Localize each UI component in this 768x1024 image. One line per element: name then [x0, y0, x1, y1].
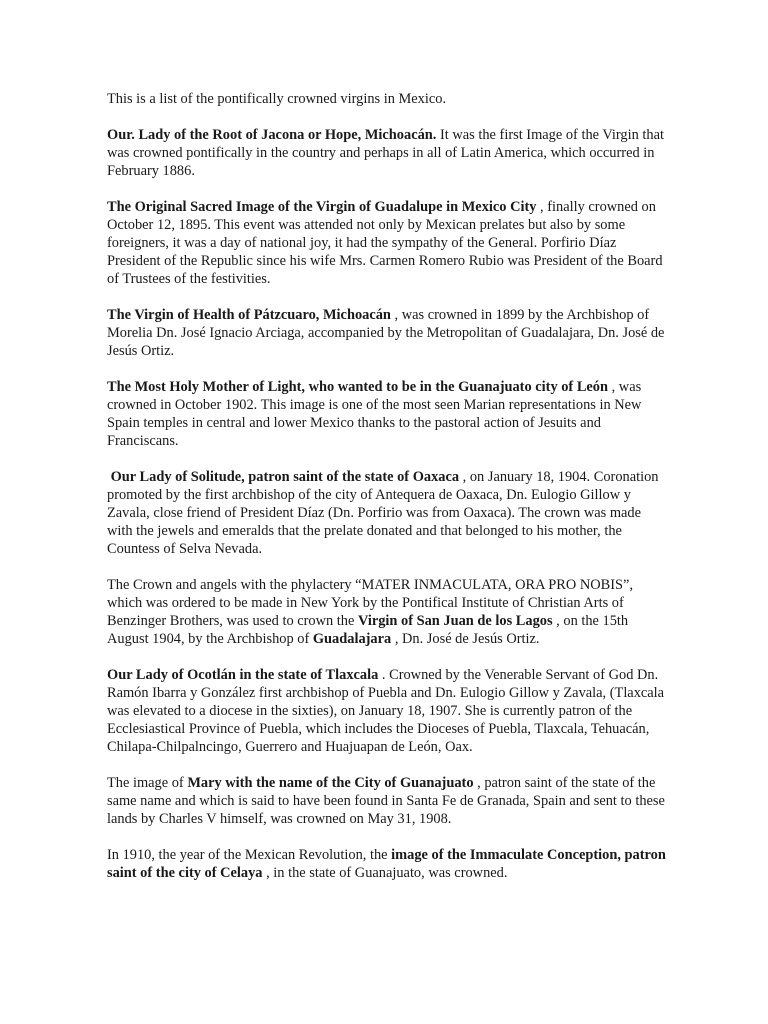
- entry-paragraph: [107, 576, 667, 648]
- intro-paragraph: This is a list of the pontifically crowned virgins in Mexico.: [107, 91, 447, 107]
- entry-paragraph: [107, 846, 670, 882]
- entry-paragraph: [107, 126, 667, 180]
- bold-run: Virgin of San Juan de los Lagos: [357, 613, 553, 629]
- text-run: , Dn. José de Jesús Ortiz.: [391, 631, 540, 647]
- bold-run: Our. Lady of the Root of Jacona or Hope, Michoacán.: [107, 127, 437, 143]
- bold-run: Guadalajara: [312, 631, 392, 647]
- bold-run: The Most Holy Mother of Light, who wanted to be in the Guanajuato city of León: [107, 379, 609, 395]
- text-run: . Crowned by the Venerable Servant of God Dn. Ramón Ibarra y González first archbishop of Puebla and Dn. Eulogio Gillow y Zavala, (Tlaxcala was elevated to a diocese in the sixties), on January 18, 1907. She is currently patron of the Ecclesiastical Province of Puebla, which includes the Dioceses of Puebla, Tlaxcala, Tehuacán, Chilapa-Chilpalncingo, Guerrero and Huajuapan de León, Oax.: [107, 667, 668, 755]
- entry-paragraph: [107, 468, 667, 558]
- document-page: [107, 90, 670, 900]
- text-run: It was the first Image of the Virgin that was crowned pontifically in the country and perhaps in all of Latin America, which occurred in February 1886.: [107, 127, 668, 179]
- text-run: , finally crowned on October 12, 1895. This event was attended not only by Mexican prelates but also by some foreigners, it was a day of national joy, it had the sympathy of the General. Porfirio Díaz President of the Republic since his wife Mrs. Carmen Romero Rubio was President of the Board of Trustees of the festivities.: [107, 199, 667, 287]
- bold-run: The Original Sacred Image of the Virgin of Guadalupe in Mexico City: [107, 199, 537, 215]
- text-run: , on the 15th August 1904, by the Archbishop of: [107, 613, 631, 647]
- bold-run: Our Lady of Solitude, patron saint of the state of Oaxaca: [110, 469, 460, 485]
- text-run: The Crown and angels with the phylactery “MATER INMACULATA, ORA PRO NOBIS”, which was ordered to be made in New York by the Pontifical Institute of Christian Arts of Benzinger Brothers, was used to crown the: [107, 577, 637, 629]
- bold-run: Mary with the name of the City of Guanajuato: [187, 775, 474, 791]
- text-run: , was crowned in October 1902. This image is one of the most seen Marian representations in New Spain temples in central and lower Mexico thanks to the pastoral action of Jesuits and Franciscans.: [107, 379, 646, 449]
- paragraph-list: [107, 126, 670, 882]
- text-run: In 1910, the year of the Mexican Revolution, the: [107, 847, 392, 863]
- entry-paragraph: [107, 198, 667, 288]
- text-run: , in the state of Guanajuato, was crowned.: [262, 865, 508, 881]
- entry-paragraph: [107, 666, 667, 756]
- entry-paragraph: [107, 306, 667, 360]
- text-run: , was crowned in 1899 by the Archbishop of Morelia Dn. José Ignacio Arciaga, accompanied by the Metropolitan of Guadalajara, Dn. José de Jesús Ortiz.: [107, 307, 669, 359]
- text-run: The image of: [107, 775, 188, 791]
- entry-paragraph: [107, 378, 667, 450]
- bold-run: image of the Immaculate Conception, patron saint of the city of Celaya: [107, 847, 670, 881]
- text-run: , patron saint of the state of the same name and which is said to have been found in Santa Fe de Granada, Spain and sent to these lands by Charles V himself, was crowned on May 31, 1908.: [107, 775, 669, 827]
- entry-paragraph: [107, 774, 667, 828]
- bold-run: The Virgin of Health of Pátzcuaro, Michoacán: [107, 307, 391, 323]
- text-run: , on January 18, 1904. Coronation promoted by the first archbishop of the city of Antequera de Oaxaca, Dn. Eulogio Gillow y Zavala, close friend of President Díaz (Dn. Porfirio was from Oaxaca). The crown was made with the jewels and emeralds that the prelate donated and that belonged to his mother, the Countess of Selva Nevada.: [107, 469, 663, 557]
- bold-run: Our Lady of Ocotlán in the state of Tlaxcala: [107, 667, 379, 683]
